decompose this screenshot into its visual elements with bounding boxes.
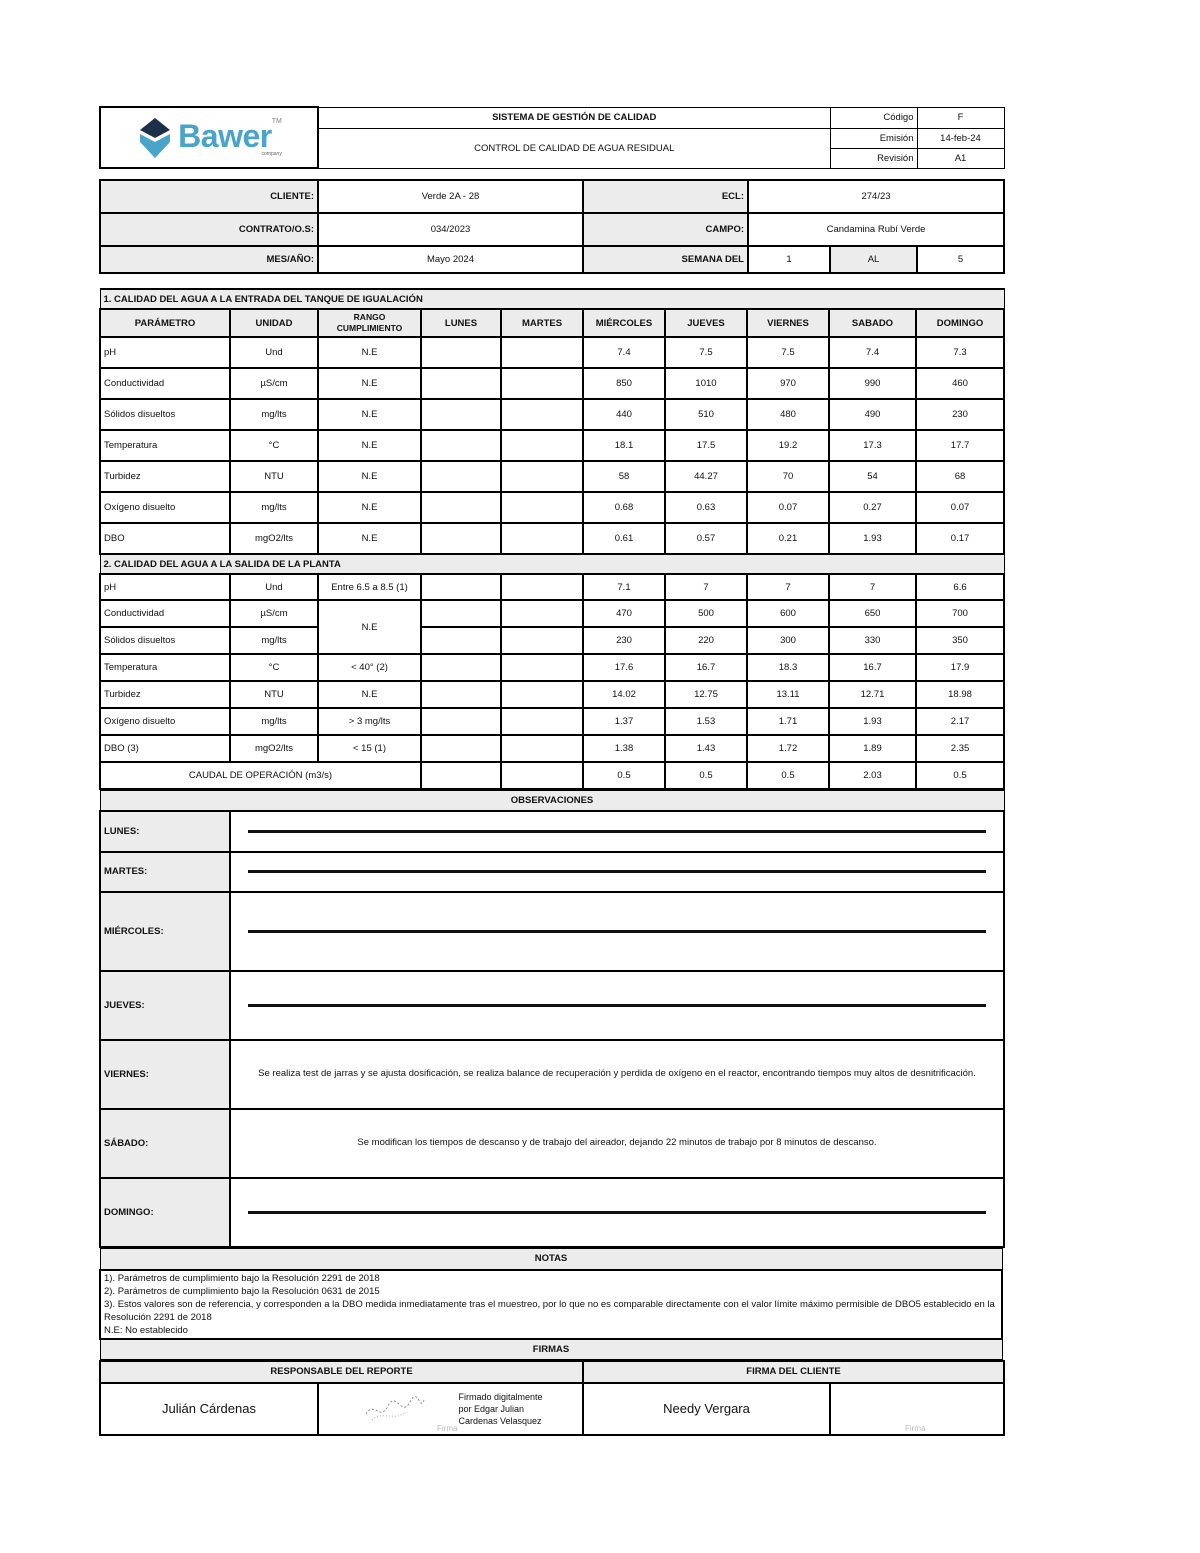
value-thursday: 1.43 — [665, 735, 747, 762]
value-wednesday: 17.6 — [583, 654, 665, 681]
param-name: pH — [100, 337, 230, 368]
note-line: N.E: No establecido — [104, 1325, 188, 1336]
observations-table — [99, 790, 1005, 1248]
client-signature-cell — [830, 1383, 1004, 1435]
digital-sign-line2: por Edgar Julian — [458, 1403, 525, 1414]
value-monday — [421, 523, 501, 554]
code-value: F — [917, 107, 1004, 128]
table-row — [100, 600, 1004, 627]
signatures-table — [99, 1360, 1005, 1436]
note-line: 1). Parámetros de cumplimiento bajo la Resolución 2291 de 2018 — [104, 1273, 380, 1284]
responsible-name: Julián Cárdenas — [100, 1383, 318, 1435]
value-tuesday — [501, 654, 583, 681]
field-value: Candamina Rubí Verde — [748, 213, 1004, 246]
param-range: Entre 6.5 a 8.5 (1) — [318, 574, 421, 600]
param-range: N.E — [318, 399, 421, 430]
col-unit: UNIDAD — [230, 309, 318, 337]
obs-saturday-value: Se modifican los tiempos de descanso y de trabajo del aireador, dejando 22 minutos de trabajo por 8 minutos de descanso. — [230, 1109, 1004, 1178]
flow-saturday: 2.03 — [829, 762, 916, 789]
value-friday: 13.11 — [747, 681, 829, 708]
value-sunday: 7.3 — [916, 337, 1004, 368]
logo-cell — [100, 107, 318, 168]
digital-sign-line1: Firmado digitalmente — [458, 1391, 543, 1402]
param-range: N.E — [318, 461, 421, 492]
value-tuesday — [501, 574, 583, 600]
value-friday: 600 — [747, 600, 829, 627]
param-name: Turbidez — [100, 461, 230, 492]
value-tuesday — [501, 399, 583, 430]
col-thursday: JUEVES — [665, 309, 747, 337]
value-monday — [421, 574, 501, 600]
value-sunday: 700 — [916, 600, 1004, 627]
revision-label: Revisión — [830, 148, 917, 168]
param-range: N.E — [318, 337, 421, 368]
obs-wednesday-label: MIÉRCOLES: — [100, 892, 230, 971]
value-wednesday: 440 — [583, 399, 665, 430]
value-friday: 480 — [747, 399, 829, 430]
col-monday: LUNES — [421, 309, 501, 337]
obs-monday-value — [230, 811, 1004, 852]
value-thursday: 510 — [665, 399, 747, 430]
table-row — [100, 708, 1004, 735]
value-monday — [421, 627, 501, 654]
value-wednesday: 1.38 — [583, 735, 665, 762]
value-friday: 7 — [747, 574, 829, 600]
responsible-firma-caption: Firma — [437, 1423, 458, 1433]
notes-body — [100, 1270, 1002, 1339]
value-wednesday: 14.02 — [583, 681, 665, 708]
col-saturday: SABADO — [829, 309, 916, 337]
param-name: Turbidez — [100, 681, 230, 708]
col-tuesday: MARTES — [501, 309, 583, 337]
param-unit: Und — [230, 337, 318, 368]
value-friday: 1.72 — [747, 735, 829, 762]
value-friday: 19.2 — [747, 430, 829, 461]
value-monday — [421, 735, 501, 762]
col-sunday: DOMINGO — [916, 309, 1004, 337]
revision-value: A1 — [917, 148, 1004, 168]
section1-title: 1. CALIDAD DEL AGUA A LA ENTRADA DEL TANQUE DE IGUALACIÓN — [100, 289, 1004, 309]
obs-friday-value: Se realiza test de jarras y se ajusta dosificación, se realiza balance de recuperación y perdida de oxígeno en el reactor, encontrando tiempos muy altos de desnitrificación. — [230, 1040, 1004, 1109]
flow-tuesday — [501, 762, 583, 789]
data-table — [99, 288, 1005, 790]
code-label: Código — [830, 107, 917, 128]
value-tuesday — [501, 430, 583, 461]
param-range: < 15 (1) — [318, 735, 421, 762]
field-label: CAMPO: — [583, 213, 748, 246]
obs-tuesday-label: MARTES: — [100, 852, 230, 892]
table-row — [100, 523, 1004, 554]
param-unit: NTU — [230, 681, 318, 708]
ecl-label: ECL: — [583, 180, 748, 213]
obs-friday-label: VIERNES: — [100, 1040, 230, 1109]
value-thursday: 220 — [665, 627, 747, 654]
param-range: N.E — [318, 368, 421, 399]
value-tuesday — [501, 461, 583, 492]
value-monday — [421, 492, 501, 523]
param-name: DBO — [100, 523, 230, 554]
obs-saturday-label: SÁBADO: — [100, 1109, 230, 1178]
value-tuesday — [501, 708, 583, 735]
header-table — [99, 106, 1005, 169]
param-unit: mg/lts — [230, 399, 318, 430]
table-row — [100, 399, 1004, 430]
value-wednesday: 7.1 — [583, 574, 665, 600]
value-friday: 7.5 — [747, 337, 829, 368]
value-friday: 0.07 — [747, 492, 829, 523]
param-unit: °C — [230, 654, 318, 681]
param-unit: µS/cm — [230, 600, 318, 627]
table-row — [100, 368, 1004, 399]
value-wednesday: 7.4 — [583, 337, 665, 368]
month-value: Mayo 2024 — [318, 246, 583, 273]
value-sunday: 0.07 — [916, 492, 1004, 523]
param-unit: mg/lts — [230, 627, 318, 654]
month-label: MES/AÑO: — [100, 246, 318, 273]
value-saturday: 330 — [829, 627, 916, 654]
note-line: 3). Estos valores son de referencia, y corresponden a la DBO medida inmediatamente tras el muestreo, por lo que no es comparable directamente con el valor límite máximo permisible de DBO5 establecido en la Resolución 2291 de 2018 — [104, 1299, 995, 1323]
param-unit: mg/lts — [230, 708, 318, 735]
value-wednesday: 470 — [583, 600, 665, 627]
value-monday — [421, 430, 501, 461]
value-sunday: 2.35 — [916, 735, 1004, 762]
client-firma-caption: Firma — [905, 1423, 926, 1433]
table-row — [100, 654, 1004, 681]
param-name: Oxígeno disuelto — [100, 708, 230, 735]
value-monday — [421, 461, 501, 492]
param-range: N.E — [318, 492, 421, 523]
brand-trademark: TM — [271, 118, 282, 125]
param-name: Sólidos disueltos — [100, 627, 230, 654]
flow-friday: 0.5 — [747, 762, 829, 789]
week-to: 5 — [917, 246, 1004, 273]
param-unit: mgO2/lts — [230, 735, 318, 762]
client-label: CLIENTE: — [100, 180, 318, 213]
flow-sunday: 0.5 — [916, 762, 1004, 789]
value-sunday: 6.6 — [916, 574, 1004, 600]
value-thursday: 44.27 — [665, 461, 747, 492]
observations-title: OBSERVACIONES — [100, 791, 1004, 811]
value-wednesday: 0.68 — [583, 492, 665, 523]
param-name: Temperatura — [100, 654, 230, 681]
flow-row — [100, 762, 1004, 789]
table-row — [100, 627, 1004, 654]
value-saturday: 7 — [829, 574, 916, 600]
value-sunday: 2.17 — [916, 708, 1004, 735]
quality-control-sheet — [99, 106, 1003, 1436]
obs-wednesday-value — [230, 892, 1004, 971]
value-saturday: 1.93 — [829, 523, 916, 554]
value-sunday: 68 — [916, 461, 1004, 492]
value-tuesday — [501, 681, 583, 708]
value-wednesday: 850 — [583, 368, 665, 399]
param-range: N.E — [318, 430, 421, 461]
value-saturday: 990 — [829, 368, 916, 399]
value-friday: 1.71 — [747, 708, 829, 735]
table-row — [100, 681, 1004, 708]
value-sunday: 17.7 — [916, 430, 1004, 461]
value-friday: 70 — [747, 461, 829, 492]
param-unit: Und — [230, 574, 318, 600]
value-friday: 18.3 — [747, 654, 829, 681]
obs-sunday-label: DOMINGO: — [100, 1178, 230, 1247]
table-row — [100, 430, 1004, 461]
value-thursday: 12.75 — [665, 681, 747, 708]
value-thursday: 0.63 — [665, 492, 747, 523]
value-monday — [421, 368, 501, 399]
obs-tuesday-value — [230, 852, 1004, 892]
param-unit: °C — [230, 430, 318, 461]
empty-line — [248, 830, 986, 833]
value-thursday: 0.57 — [665, 523, 747, 554]
value-saturday: 17.3 — [829, 430, 916, 461]
notes-title: NOTAS — [100, 1248, 1002, 1270]
emission-value: 14-feb-24 — [917, 128, 1004, 148]
value-thursday: 7.5 — [665, 337, 747, 368]
table-row — [100, 461, 1004, 492]
info-table — [99, 179, 1005, 274]
param-range: > 3 mg/lts — [318, 708, 421, 735]
value-saturday: 0.27 — [829, 492, 916, 523]
value-saturday: 12.71 — [829, 681, 916, 708]
value-wednesday: 230 — [583, 627, 665, 654]
param-unit: NTU — [230, 461, 318, 492]
flow-wednesday: 0.5 — [583, 762, 665, 789]
value-thursday: 500 — [665, 600, 747, 627]
client-value: Verde 2A - 28 — [318, 180, 583, 213]
notes-table — [99, 1248, 1003, 1360]
value-sunday: 17.9 — [916, 654, 1004, 681]
value-tuesday — [501, 368, 583, 399]
value-saturday: 650 — [829, 600, 916, 627]
client-name: Needy Vergara — [583, 1383, 830, 1435]
week-to-label: AL — [830, 246, 917, 273]
contract-label: CONTRATO/O.S: — [100, 213, 318, 246]
value-thursday: 1010 — [665, 368, 747, 399]
brand-subtitle: company — [261, 151, 282, 157]
param-range-merged: N.E — [318, 600, 421, 654]
empty-line — [248, 870, 986, 873]
week-label: SEMANA DEL — [583, 246, 748, 273]
value-monday — [421, 654, 501, 681]
value-friday: 970 — [747, 368, 829, 399]
param-name: Oxígeno disuelto — [100, 492, 230, 523]
value-thursday: 17.5 — [665, 430, 747, 461]
obs-thursday-label: JUEVES: — [100, 971, 230, 1040]
table-row — [100, 735, 1004, 762]
value-monday — [421, 681, 501, 708]
note-line: 2). Parámetros de cumplimiento bajo la Resolución 0631 de 2015 — [104, 1286, 380, 1297]
contract-value: 034/2023 — [318, 213, 583, 246]
col-range: RANGO CUMPLIMIENTO — [318, 309, 421, 337]
value-tuesday — [501, 492, 583, 523]
value-monday — [421, 708, 501, 735]
value-saturday: 54 — [829, 461, 916, 492]
value-thursday: 16.7 — [665, 654, 747, 681]
responsible-label: RESPONSABLE DEL REPORTE — [100, 1361, 583, 1383]
param-name: DBO (3) — [100, 735, 230, 762]
table-row — [100, 337, 1004, 368]
value-thursday: 7 — [665, 574, 747, 600]
param-name: Sólidos disueltos — [100, 399, 230, 430]
ecl-value: 274/23 — [748, 180, 1004, 213]
value-wednesday: 1.37 — [583, 708, 665, 735]
document-title: CONTROL DE CALIDAD DE AGUA RESIDUAL — [318, 128, 830, 168]
bawer-logo-icon — [136, 116, 174, 160]
value-wednesday: 58 — [583, 461, 665, 492]
signature-scribble-icon — [358, 1392, 428, 1426]
col-parameter: PARÁMETRO — [100, 309, 230, 337]
value-saturday: 1.89 — [829, 735, 916, 762]
flow-monday — [421, 762, 501, 789]
table-row — [100, 492, 1004, 523]
empty-line — [248, 1004, 986, 1007]
system-title: SISTEMA DE GESTIÓN DE CALIDAD — [318, 107, 830, 128]
digital-sign-line3: Cardenas Velasquez — [458, 1415, 542, 1426]
param-range: N.E — [318, 523, 421, 554]
value-monday — [421, 600, 501, 627]
value-saturday: 7.4 — [829, 337, 916, 368]
value-tuesday — [501, 600, 583, 627]
client-signature-label: FIRMA DEL CLIENTE — [583, 1361, 1004, 1383]
digital-signature-cell — [318, 1383, 583, 1435]
value-sunday: 230 — [916, 399, 1004, 430]
value-sunday: 0.17 — [916, 523, 1004, 554]
value-tuesday — [501, 337, 583, 368]
param-name: Conductividad — [100, 600, 230, 627]
value-wednesday: 18.1 — [583, 430, 665, 461]
value-tuesday — [501, 523, 583, 554]
section2-title: 2. CALIDAD DEL AGUA A LA SALIDA DE LA PLANTA — [100, 554, 1004, 574]
param-name: Temperatura — [100, 430, 230, 461]
signatures-title: FIRMAS — [100, 1339, 1002, 1359]
obs-sunday-value — [230, 1178, 1004, 1247]
param-unit: µS/cm — [230, 368, 318, 399]
value-monday — [421, 337, 501, 368]
value-sunday: 18.98 — [916, 681, 1004, 708]
value-tuesday — [501, 627, 583, 654]
value-friday: 0.21 — [747, 523, 829, 554]
empty-line — [248, 930, 986, 933]
col-friday: VIERNES — [747, 309, 829, 337]
value-sunday: 460 — [916, 368, 1004, 399]
col-wednesday: MIÉRCOLES — [583, 309, 665, 337]
brand-name: Bawer — [178, 118, 272, 154]
flow-label: CAUDAL DE OPERACIÓN (m3/s) — [100, 762, 421, 789]
param-name: pH — [100, 574, 230, 600]
value-friday: 300 — [747, 627, 829, 654]
value-monday — [421, 399, 501, 430]
flow-thursday: 0.5 — [665, 762, 747, 789]
value-tuesday — [501, 735, 583, 762]
value-saturday: 1.93 — [829, 708, 916, 735]
table-row — [100, 574, 1004, 600]
week-from: 1 — [748, 246, 830, 273]
param-unit: mg/lts — [230, 492, 318, 523]
value-saturday: 490 — [829, 399, 916, 430]
value-saturday: 16.7 — [829, 654, 916, 681]
param-name: Conductividad — [100, 368, 230, 399]
empty-line — [248, 1211, 986, 1214]
param-range: < 40° (2) — [318, 654, 421, 681]
value-wednesday: 0.61 — [583, 523, 665, 554]
obs-thursday-value — [230, 971, 1004, 1040]
value-thursday: 1.53 — [665, 708, 747, 735]
param-range: N.E — [318, 681, 421, 708]
value-sunday: 350 — [916, 627, 1004, 654]
param-unit: mgO2/lts — [230, 523, 318, 554]
obs-monday-label: LUNES: — [100, 811, 230, 852]
emission-label: Emisión — [830, 128, 917, 148]
